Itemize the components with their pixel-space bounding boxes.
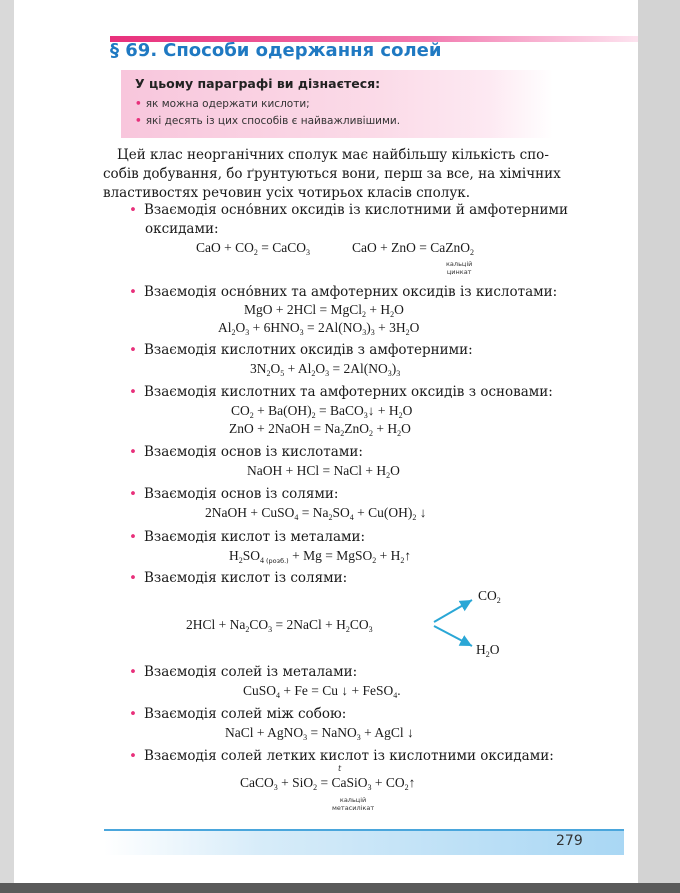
bullet-icon: •	[129, 706, 137, 722]
bullet-icon: •	[135, 98, 142, 110]
equation: CaO + $CO_2$ = CaCO$_3$	[196, 240, 310, 257]
intro-line: властивостях речовин усіх чотирьох класів сполук.	[103, 185, 471, 201]
method-item: • Взаємодія основ із солями:	[129, 486, 339, 502]
learning-goals-box	[121, 70, 553, 138]
viewer-left-margin	[0, 0, 14, 893]
bullet-icon: •	[129, 529, 137, 545]
intro-paragraph	[103, 146, 587, 203]
bullet-icon: •	[129, 342, 137, 358]
bullet-icon: •	[129, 384, 137, 400]
product-name-note: кальцій метасилікат	[332, 796, 375, 812]
equation: CaCO$_3$ + SiO$_2$ = CaSiO$_3$ + $CO_2↑$	[240, 775, 416, 792]
equation: ZnO + 2NaOH = $Na_2ZnO_2 + H_2O$	[229, 421, 411, 438]
method-item: • Взаємодія кислотних оксидів з амфотерними:	[129, 342, 473, 358]
method-item: • Взаємодія кислотних та амфотерних оксидів з основами:	[129, 384, 553, 400]
viewer-bottom-edge	[0, 883, 680, 893]
equation: $Al_2O_3 + 6HNO_3 = 2Al(NO_3)_3 + 3H_2O$	[218, 320, 420, 337]
equation: 2NaOH + CuSO$_4$ = $Na_2SO_4 + Cu(OH)_2$ ↓	[205, 505, 427, 522]
intro-line: Цей клас неорганічних сполук має найбільшу кількість спо-	[117, 147, 549, 163]
heat-symbol: t	[338, 764, 342, 773]
bullet-icon: •	[129, 202, 137, 218]
footer-band	[104, 829, 624, 855]
equation: NaCl + AgNO$_3$ = NaNO$_3$ + AgCl ↓	[225, 725, 414, 742]
learning-goals-title: У цьому параграфі ви дізнаєтеся:	[135, 76, 381, 91]
equation: MgO + 2HCl = MgCl$_2$ + $H_2O$	[244, 302, 404, 319]
method-item: • Взаємодія кислот із металами:	[129, 529, 366, 545]
method-item: • Взаємодія солей летких кислот із кислотними оксидами:	[129, 748, 554, 764]
bullet-icon: •	[129, 570, 137, 586]
bullet-icon: •	[135, 115, 142, 127]
equation: NaOH + HCl = NaCl + $H_2O$	[247, 463, 400, 480]
product-co2: $CO_2$	[478, 588, 501, 605]
viewer-right-margin	[638, 0, 680, 893]
equation: CuSO$_4$ + Fe = Cu ↓ + FeSO$_4$.	[243, 683, 401, 700]
learning-goal-item: • як можна одержати кислоти;	[135, 98, 310, 110]
method-item-continuation: оксидами:	[145, 221, 219, 237]
bullet-icon: •	[129, 748, 137, 764]
equation: $H_2SO_{4 (розб.)} + Mg$ = MgSO$_2$ + $H_2↑$	[229, 548, 412, 565]
section-number: § 69.	[110, 40, 158, 61]
arrow-down	[434, 626, 472, 646]
product-name-note: кальцій цинкат	[446, 260, 473, 276]
bullet-icon: •	[129, 664, 137, 680]
bullet-icon: •	[129, 486, 137, 502]
arrow-up	[434, 600, 472, 622]
section-heading	[110, 40, 447, 61]
method-item: • Взаємодія осно́вних оксидів із кислотними й амфотерними	[129, 202, 568, 218]
footer-line	[104, 829, 624, 831]
intro-line: собів добування, бо ґрунтуються вони, перш за все, на хімічних	[103, 166, 561, 182]
method-item: • Взаємодія кислот із солями:	[129, 570, 348, 586]
bullet-icon: •	[129, 284, 137, 300]
equation: $3N_2O_5 + Al_2O_3 = 2Al(NO_3)_3$	[250, 361, 401, 378]
method-item: • Взаємодія солей між собою:	[129, 706, 347, 722]
method-item: • Взаємодія основ із кислотами:	[129, 444, 363, 460]
method-item: • Взаємодія солей із металами:	[129, 664, 358, 680]
equation: $2HCl + Na_2CO_3$ = 2NaCl + $H_2CO_3$	[186, 617, 373, 634]
product-h2o: $H_2O$	[476, 642, 500, 659]
learning-goal-item: • які десять із цих способів є найважливішими.	[135, 115, 401, 127]
bullet-icon: •	[129, 444, 137, 460]
section-title: Способи одержання солей	[163, 40, 442, 61]
page-number: 279	[556, 833, 583, 849]
equation: CaO + ZnO = CaZnO$_2$	[352, 240, 474, 257]
equation: $CO_2 + Ba(OH)_2$ = BaCO$_3$↓ + $H_2O$	[231, 403, 413, 420]
method-item: • Взаємодія осно́вних та амфотерних оксидів із кислотами:	[129, 284, 558, 300]
